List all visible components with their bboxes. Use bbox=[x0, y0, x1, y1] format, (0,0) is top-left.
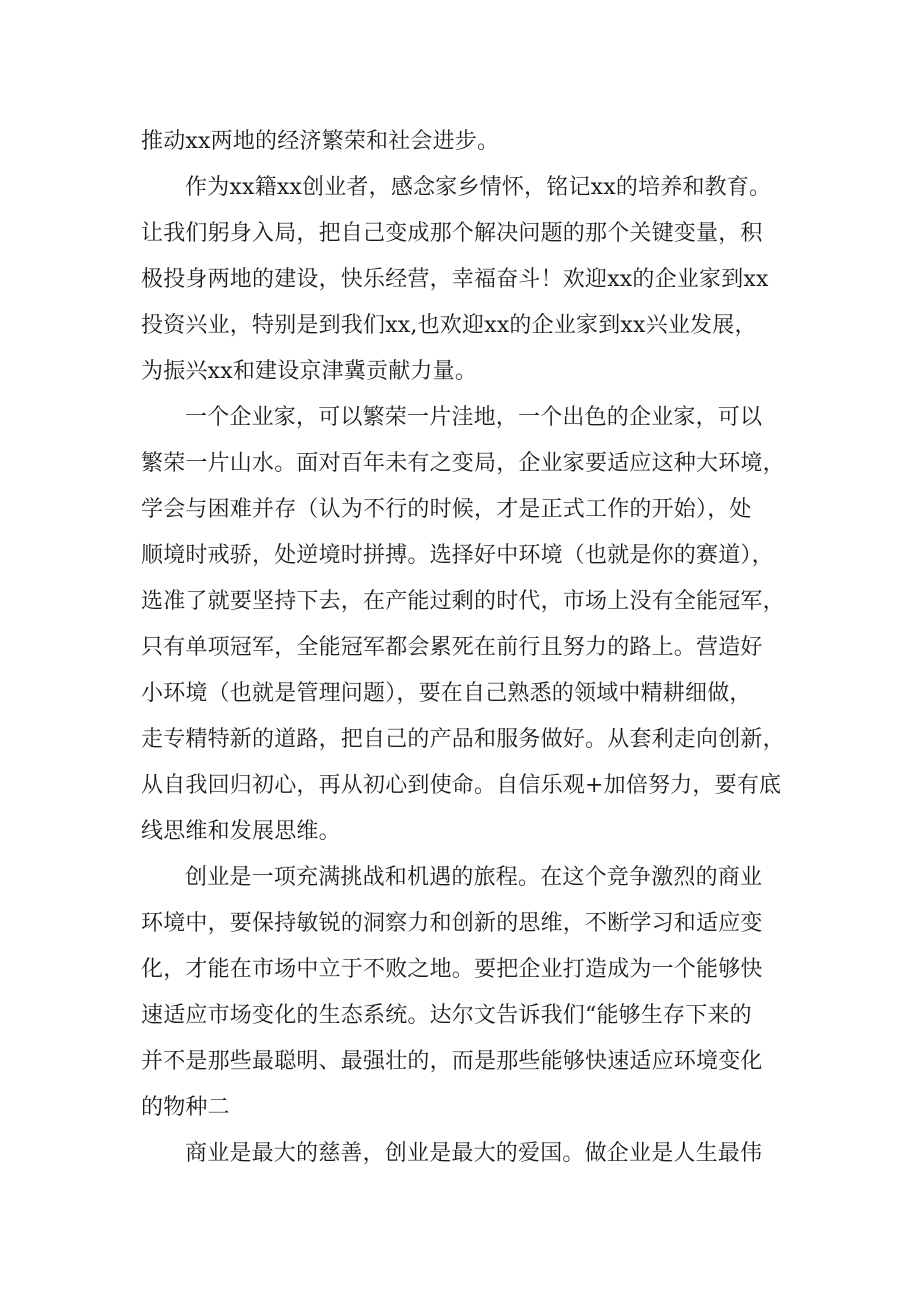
text-line: 只有单项冠军，全能冠军都会累死在前行且努力的路上。营造好 bbox=[141, 635, 763, 660]
text-line: 投资兴业，特别是到我们xx,也欢迎xx的企业家到xx兴业发展， bbox=[141, 313, 757, 338]
text-line: 顺境时戒骄，处逆境时拼搏。选择好中环境（也就是你的赛道）， bbox=[141, 543, 774, 568]
paragraph-first-line: 一个企业家，可以繁荣一片洼地，一个出色的企业家，可以 bbox=[185, 405, 763, 430]
text-line: 化，才能在市场中立于不败之地。要把企业打造成为一个能够快 bbox=[141, 957, 763, 982]
paragraph-first-line: 商业是最大的慈善，创业是最大的爱国。做企业是人生最伟 bbox=[185, 1141, 763, 1166]
text-line: 让我们躬身入局，把自己变成那个解决问题的那个关键变量，积 bbox=[141, 221, 763, 246]
text-line: 并不是那些最聪明、最强壮的，而是那些能够快速适应环境变化 bbox=[141, 1049, 763, 1074]
text-line: 极投身两地的建设，快乐经营，幸福奋斗！欢迎xx的企业家到xx bbox=[141, 267, 769, 292]
text-line: 为振兴xx和建设京津冀贡献力量。 bbox=[141, 359, 478, 384]
text-line: 从自我回归初心，再从初心到使命。自信乐观+加倍努力，要有底 bbox=[141, 773, 782, 798]
text-line: 小环境（也就是管理问题），要在自己熟悉的领域中精耕细做， bbox=[141, 681, 752, 706]
paragraph-first-line: 作为xx籍xx创业者，感念家乡情怀，铭记xx的培养和教育。 bbox=[185, 175, 772, 200]
text-line: 速适应市场变化的生态系统。达尔文告诉我们“能够生存下来的 bbox=[141, 1003, 752, 1028]
text-line: 环境中，要保持敏锐的洞察力和创新的思维，不断学习和适应变 bbox=[141, 911, 763, 936]
paragraph-first-line: 创业是一项充满挑战和机遇的旅程。在这个竞争激烈的商业 bbox=[185, 865, 763, 890]
text-line: 繁荣一片山水。面对百年未有之变局，企业家要适应这种大环境， bbox=[141, 451, 785, 476]
text-line: 推动xx两地的经济繁荣和社会进步。 bbox=[141, 129, 500, 154]
text-line: 走专精特新的道路，把自己的产品和服务做好。从套利走向创新， bbox=[141, 727, 785, 752]
text-line: 的物种二 bbox=[141, 1095, 230, 1120]
text-line: 线思维和发展思维。 bbox=[141, 819, 341, 844]
text-line: 选准了就要坚持下去，在产能过剩的时代，市场上没有全能冠军， bbox=[141, 589, 785, 614]
text-line: 学会与困难并存（认为不行的时候，才是正式工作的开始），处 bbox=[141, 497, 752, 522]
